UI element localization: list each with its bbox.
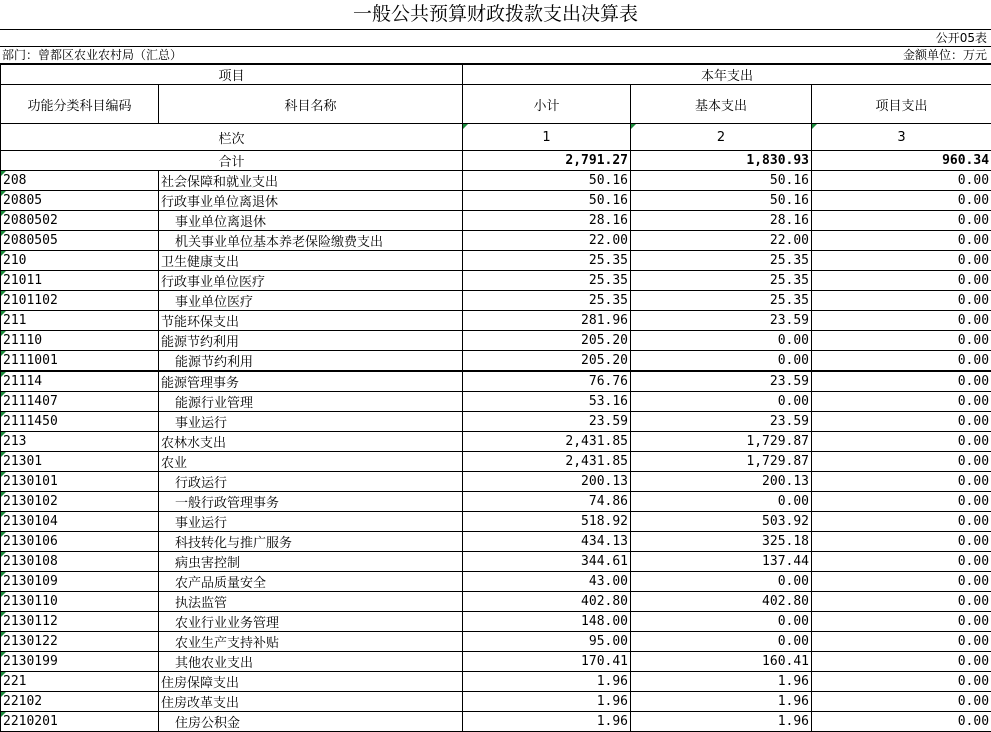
total-basic: 1,830.93 xyxy=(631,151,812,171)
row-code: 210 xyxy=(1,251,159,271)
row-code: 2130109 xyxy=(1,572,159,592)
row-subtotal: 23.59 xyxy=(463,412,631,432)
total-row xyxy=(1,151,991,171)
row-project: 0.00 xyxy=(812,552,991,572)
row-subtotal: 1.96 xyxy=(463,712,631,732)
table-row xyxy=(1,532,991,552)
row-name: 农业 xyxy=(159,452,463,472)
row-basic: 23.59 xyxy=(631,412,812,432)
row-subtotal: 95.00 xyxy=(463,632,631,652)
row-code: 21110 xyxy=(1,331,159,351)
table-row xyxy=(1,251,991,271)
row-name: 住房改革支出 xyxy=(159,692,463,712)
row-code: 2080505 xyxy=(1,231,159,251)
row-code: 2111450 xyxy=(1,412,159,432)
row-project: 0.00 xyxy=(812,472,991,492)
row-project: 0.00 xyxy=(812,171,991,191)
row-code: 2080502 xyxy=(1,211,159,231)
row-subtotal: 1.96 xyxy=(463,692,631,712)
department-bar xyxy=(0,47,991,64)
row-code: 21011 xyxy=(1,271,159,291)
row-name: 行政运行 xyxy=(159,472,463,492)
row-project: 0.00 xyxy=(812,251,991,271)
row-subtotal: 53.16 xyxy=(463,392,631,412)
unit-label: 金额单位：万元 xyxy=(903,47,987,63)
row-project: 0.00 xyxy=(812,572,991,592)
row-subtotal: 205.20 xyxy=(463,351,631,372)
row-subtotal: 50.16 xyxy=(463,191,631,211)
row-basic: 325.18 xyxy=(631,532,812,552)
table-row xyxy=(1,371,991,392)
header-code: 功能分类科目编码 xyxy=(1,85,159,124)
row-name: 农产品质量安全 xyxy=(159,572,463,592)
form-number: 公开05表 xyxy=(936,30,987,46)
table-row xyxy=(1,351,991,372)
row-basic: 503.92 xyxy=(631,512,812,532)
row-subtotal: 2,431.85 xyxy=(463,452,631,472)
row-name: 农林水支出 xyxy=(159,432,463,452)
header-row-2 xyxy=(1,85,991,124)
total-subtotal: 2,791.27 xyxy=(463,151,631,171)
table-row xyxy=(1,472,991,492)
row-name: 行政事业单位医疗 xyxy=(159,271,463,291)
row-subtotal: 402.80 xyxy=(463,592,631,612)
row-subtotal: 205.20 xyxy=(463,331,631,351)
row-basic: 1,729.87 xyxy=(631,452,812,472)
table-row xyxy=(1,652,991,672)
table-row xyxy=(1,392,991,412)
row-subtotal: 50.16 xyxy=(463,171,631,191)
row-basic: 0.00 xyxy=(631,351,812,372)
row-name: 农业生产支持补贴 xyxy=(159,632,463,652)
row-subtotal: 25.35 xyxy=(463,291,631,311)
row-project: 0.00 xyxy=(812,351,991,372)
row-code: 2130108 xyxy=(1,552,159,572)
row-name: 机关事业单位基本养老保险缴费支出 xyxy=(159,231,463,251)
row-code: 22102 xyxy=(1,692,159,712)
row-basic: 137.44 xyxy=(631,552,812,572)
table-row xyxy=(1,692,991,712)
table-row xyxy=(1,712,991,732)
row-project: 0.00 xyxy=(812,371,991,392)
row-basic: 1.96 xyxy=(631,712,812,732)
row-name: 行政事业单位离退休 xyxy=(159,191,463,211)
row-code: 20805 xyxy=(1,191,159,211)
row-basic: 160.41 xyxy=(631,652,812,672)
row-project: 0.00 xyxy=(812,291,991,311)
row-subtotal: 170.41 xyxy=(463,652,631,672)
row-subtotal: 28.16 xyxy=(463,211,631,231)
row-basic: 23.59 xyxy=(631,371,812,392)
row-basic: 1.96 xyxy=(631,672,812,692)
row-subtotal: 148.00 xyxy=(463,612,631,632)
total-project: 960.34 xyxy=(812,151,991,171)
row-project: 0.00 xyxy=(812,331,991,351)
row-name: 一般行政管理事务 xyxy=(159,492,463,512)
table-row xyxy=(1,432,991,452)
row-basic: 0.00 xyxy=(631,632,812,652)
row-code: 211 xyxy=(1,311,159,331)
row-name: 能源节约利用 xyxy=(159,351,463,372)
row-project: 0.00 xyxy=(812,592,991,612)
row-project: 0.00 xyxy=(812,211,991,231)
row-subtotal: 22.00 xyxy=(463,231,631,251)
table-row xyxy=(1,452,991,472)
row-name: 节能环保支出 xyxy=(159,311,463,331)
row-subtotal: 434.13 xyxy=(463,532,631,552)
row-basic: 200.13 xyxy=(631,472,812,492)
column-number-2: 2 xyxy=(631,124,812,151)
row-basic: 25.35 xyxy=(631,251,812,271)
column-number-3: 3 xyxy=(812,124,991,151)
row-code: 2130102 xyxy=(1,492,159,512)
column-number-1: 1 xyxy=(463,124,631,151)
row-project: 0.00 xyxy=(812,412,991,432)
row-subtotal: 2,431.85 xyxy=(463,432,631,452)
table-row xyxy=(1,572,991,592)
table-row xyxy=(1,612,991,632)
row-project: 0.00 xyxy=(812,532,991,552)
table-row xyxy=(1,291,991,311)
row-code: 2130104 xyxy=(1,512,159,532)
row-name: 社会保障和就业支出 xyxy=(159,171,463,191)
row-code: 208 xyxy=(1,171,159,191)
row-project: 0.00 xyxy=(812,632,991,652)
row-basic: 23.59 xyxy=(631,311,812,331)
row-project: 0.00 xyxy=(812,652,991,672)
department-label: 部门：曾都区农业农村局（汇总） xyxy=(2,47,182,63)
row-subtotal: 25.35 xyxy=(463,271,631,291)
row-name: 病虫害控制 xyxy=(159,552,463,572)
row-name: 执法监管 xyxy=(159,592,463,612)
table-row xyxy=(1,412,991,432)
row-name: 卫生健康支出 xyxy=(159,251,463,271)
row-code: 2130199 xyxy=(1,652,159,672)
row-name: 住房保障支出 xyxy=(159,672,463,692)
header-project-expense: 项目支出 xyxy=(812,85,991,124)
row-basic: 22.00 xyxy=(631,231,812,251)
row-name: 科技转化与推广服务 xyxy=(159,532,463,552)
row-basic: 0.00 xyxy=(631,492,812,512)
row-basic: 25.35 xyxy=(631,291,812,311)
row-code: 21114 xyxy=(1,371,159,392)
row-project: 0.00 xyxy=(812,392,991,412)
expense-table xyxy=(0,64,991,732)
row-project: 0.00 xyxy=(812,692,991,712)
table-row xyxy=(1,191,991,211)
row-basic: 1,729.87 xyxy=(631,432,812,452)
report-title: 一般公共预算财政拨款支出决算表 xyxy=(0,0,991,30)
row-subtotal: 518.92 xyxy=(463,512,631,532)
row-project: 0.00 xyxy=(812,492,991,512)
table-row xyxy=(1,311,991,331)
row-code: 213 xyxy=(1,432,159,452)
row-project: 0.00 xyxy=(812,191,991,211)
row-subtotal: 1.96 xyxy=(463,672,631,692)
row-code: 221 xyxy=(1,672,159,692)
row-subtotal: 200.13 xyxy=(463,472,631,492)
table-row xyxy=(1,672,991,692)
row-name: 事业运行 xyxy=(159,412,463,432)
total-label: 合计 xyxy=(1,151,463,171)
row-code: 2210201 xyxy=(1,712,159,732)
row-subtotal: 43.00 xyxy=(463,572,631,592)
row-name: 其他农业支出 xyxy=(159,652,463,672)
row-name: 能源节约利用 xyxy=(159,331,463,351)
row-subtotal: 74.86 xyxy=(463,492,631,512)
header-basic: 基本支出 xyxy=(631,85,812,124)
row-basic: 0.00 xyxy=(631,392,812,412)
table-row xyxy=(1,271,991,291)
row-project: 0.00 xyxy=(812,512,991,532)
row-project: 0.00 xyxy=(812,612,991,632)
row-code: 2130110 xyxy=(1,592,159,612)
column-number-label: 栏次 xyxy=(1,124,463,151)
row-code: 2101102 xyxy=(1,291,159,311)
row-name: 事业单位医疗 xyxy=(159,291,463,311)
header-row-1 xyxy=(1,65,991,85)
row-basic: 50.16 xyxy=(631,191,812,211)
row-basic: 50.16 xyxy=(631,171,812,191)
row-code: 2130106 xyxy=(1,532,159,552)
form-number-bar xyxy=(0,30,991,47)
row-project: 0.00 xyxy=(812,712,991,732)
row-name: 住房公积金 xyxy=(159,712,463,732)
row-code: 2111407 xyxy=(1,392,159,412)
table-row xyxy=(1,632,991,652)
table-row xyxy=(1,592,991,612)
table-row xyxy=(1,512,991,532)
table-row xyxy=(1,492,991,512)
row-project: 0.00 xyxy=(812,311,991,331)
row-basic: 402.80 xyxy=(631,592,812,612)
row-name: 农业行业业务管理 xyxy=(159,612,463,632)
row-name: 能源管理事务 xyxy=(159,371,463,392)
row-basic: 28.16 xyxy=(631,211,812,231)
table-row xyxy=(1,171,991,191)
row-subtotal: 25.35 xyxy=(463,251,631,271)
row-project: 0.00 xyxy=(812,271,991,291)
row-name: 事业运行 xyxy=(159,512,463,532)
row-basic: 0.00 xyxy=(631,331,812,351)
table-row xyxy=(1,331,991,351)
row-project: 0.00 xyxy=(812,452,991,472)
table-row xyxy=(1,552,991,572)
row-subtotal: 281.96 xyxy=(463,311,631,331)
row-code: 2130112 xyxy=(1,612,159,632)
table-row xyxy=(1,211,991,231)
header-name: 科目名称 xyxy=(159,85,463,124)
row-basic: 25.35 xyxy=(631,271,812,291)
header-year-expense: 本年支出 xyxy=(463,65,991,85)
row-name: 能源行业管理 xyxy=(159,392,463,412)
row-code: 2130101 xyxy=(1,472,159,492)
row-project: 0.00 xyxy=(812,432,991,452)
row-project: 0.00 xyxy=(812,231,991,251)
row-code: 21301 xyxy=(1,452,159,472)
row-basic: 1.96 xyxy=(631,692,812,712)
row-basic: 0.00 xyxy=(631,612,812,632)
row-code: 2111001 xyxy=(1,351,159,372)
row-code: 2130122 xyxy=(1,632,159,652)
row-basic: 0.00 xyxy=(631,572,812,592)
row-project: 0.00 xyxy=(812,672,991,692)
column-number-row xyxy=(1,124,991,151)
header-subtotal: 小计 xyxy=(463,85,631,124)
header-project: 项目 xyxy=(1,65,463,85)
row-subtotal: 344.61 xyxy=(463,552,631,572)
row-subtotal: 76.76 xyxy=(463,371,631,392)
table-row xyxy=(1,231,991,251)
row-name: 事业单位离退休 xyxy=(159,211,463,231)
